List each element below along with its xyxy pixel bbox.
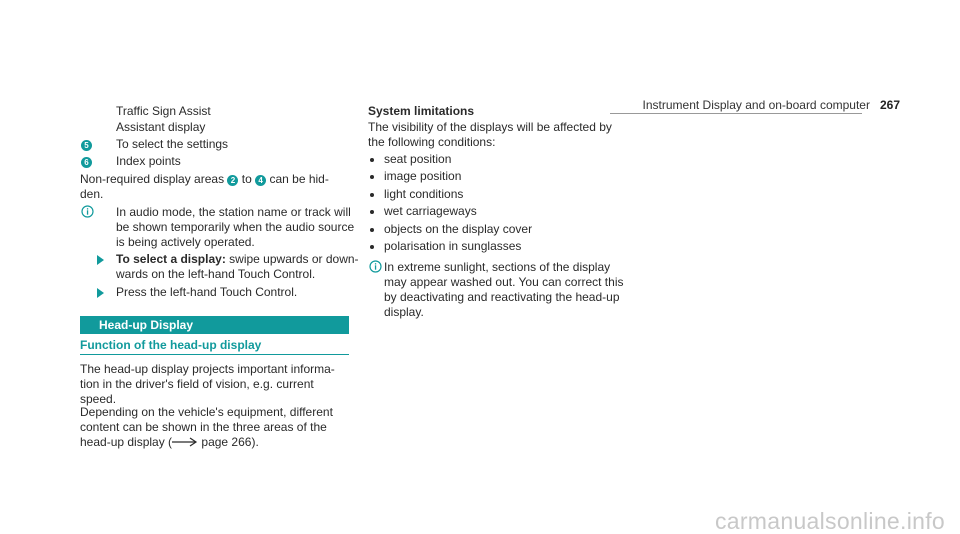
number-badge-5: 5 [81,140,92,151]
list-item: image position [384,169,462,183]
list-item: objects on the display cover [384,222,533,236]
section-heading-bar [80,316,349,334]
header-divider [610,113,862,114]
watermark: carmanualsonline.info [714,508,945,534]
hideable-text-mid: to [241,172,252,186]
list-item-assistant-display: Assistant display [116,120,206,134]
hideable-areas-line2: den. [80,187,104,201]
info-note-line1: In audio mode, the station name or track will [116,205,351,219]
bullet-dot [370,175,374,179]
subheading-rule [80,354,349,355]
para1-line1: The head-up display projects important informa- [80,362,335,376]
list-item-index-points: Index points [116,154,181,168]
right-info-line3: by deactivating and reactivating the head-up [384,290,620,304]
bullet-dot [370,158,374,162]
long-arrow-icon [172,437,198,447]
arrow-right-icon [97,288,104,298]
bullet-dot [370,210,374,214]
bullet-dot [370,245,374,249]
system-limitations-heading: System limitations [368,104,475,118]
para2-line3 [80,435,259,450]
arrow-right-icon [97,255,104,265]
list-item: polarisation in sunglasses [384,239,522,253]
step-select-display-line2: wards on the left-hand Touch Control. [116,267,316,281]
step-select-display-line1 [116,252,359,267]
para2-line1: Depending on the vehicle's equipment, different [80,405,333,419]
para1-line2: tion in the driver's field of vision, e.g. current [80,377,314,391]
para2-text: head-up display ( [80,435,173,449]
bullet-dot [370,228,374,232]
list-item-traffic-sign: Traffic Sign Assist [116,104,211,118]
subheading: Function of the head-up display [80,338,262,352]
step-select-display-text: swipe upwards or down- [225,252,359,266]
info-icon [81,205,94,218]
info-note-line3: is being actively operated. [116,235,255,249]
list-item: wet carriageways [384,204,477,218]
list-item: light conditions [384,187,464,201]
bullet-dot [370,193,374,197]
list-item-settings: To select the settings [116,137,229,151]
step-select-display-bold: To select a display: [116,252,226,266]
number-badge-6: 6 [81,157,92,168]
intro-line1: The visibility of the displays will be affected by [368,120,612,134]
page-number: 267 [879,98,900,112]
number-badge-2: 2 [227,175,238,186]
step-press-control: Press the left-hand Touch Control. [116,285,298,299]
hideable-text-post: can be hid- [269,172,329,186]
info-note-line2: be shown temporarily when the audio source [116,220,355,234]
right-info-line1: In extreme sunlight, sections of the display [384,260,611,274]
hideable-areas-line1 [80,172,329,187]
hideable-text-pre: Non-required display areas [80,172,225,186]
para2-line2: content can be shown in the three areas of the [80,420,327,434]
page-header [610,98,900,113]
section-heading: Head-up Display [99,318,194,332]
info-icon [369,260,382,273]
list-item: seat position [384,152,452,166]
number-badge-4: 4 [255,175,266,186]
section-title: Instrument Display and on-board computer [642,98,870,112]
intro-line2: the following conditions: [368,135,496,149]
page-reference-link[interactable]: page 266). [201,435,259,449]
right-info-line4: display. [384,305,424,319]
para1-line3: speed. [80,392,117,406]
right-info-line2: may appear washed out. You can correct this [384,275,624,289]
